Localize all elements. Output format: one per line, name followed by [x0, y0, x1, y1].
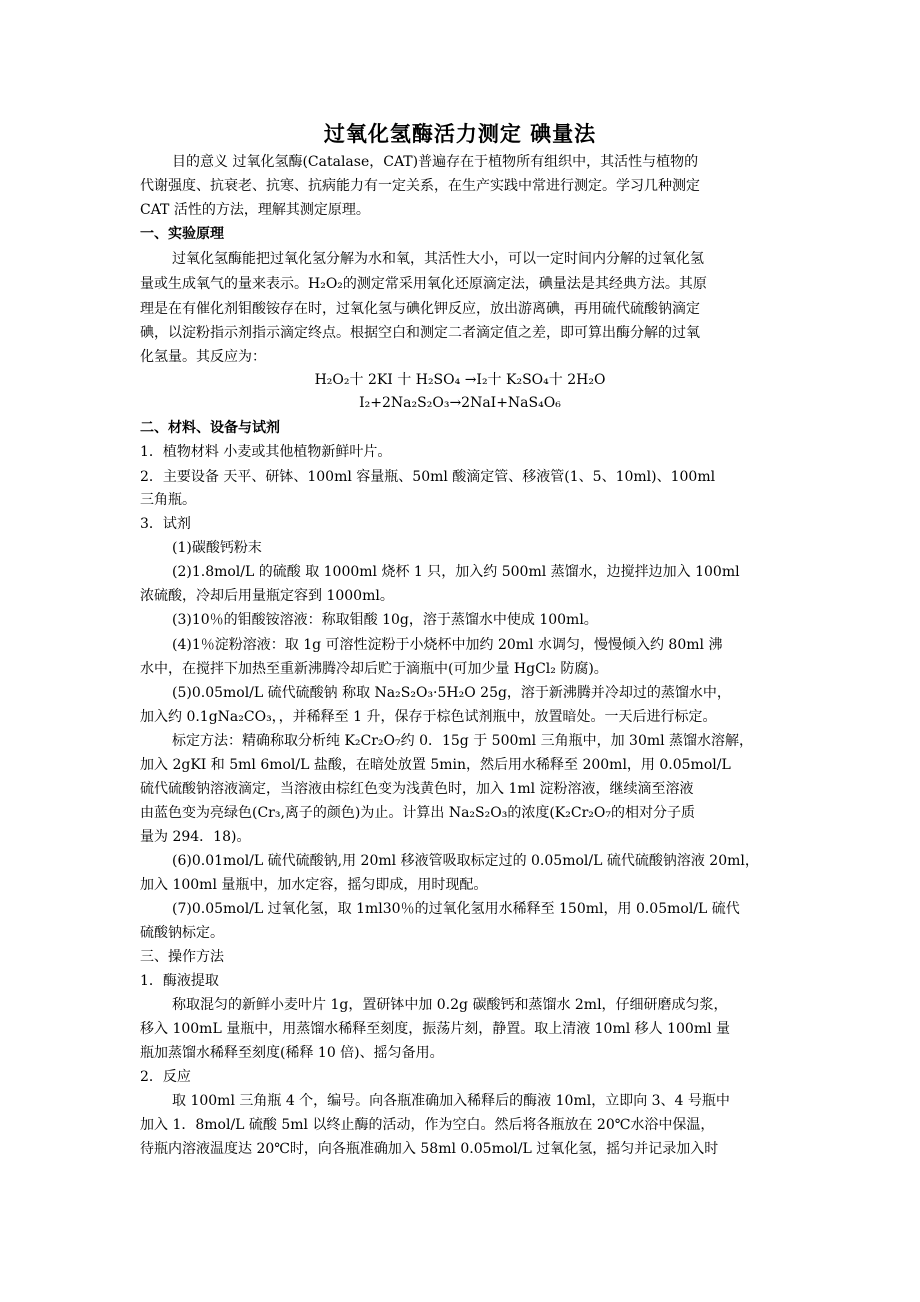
- text-line: 化氢量。其反应为：: [140, 349, 266, 365]
- text-line: 目的意义 过氧化氢酶(Catalase，CAT)普遍存在于植物所有组织中，其活性与植物的: [172, 154, 699, 170]
- text-line: (5)0.05mol/L 硫代硫酸钠 称取 Na₂S₂O₃·5H₂O 25g，溶于新沸腾并冷却过的蒸馏水中，: [172, 685, 731, 701]
- text-line: 硫酸钠标定。: [140, 925, 224, 941]
- text-line: 代谢强度、抗衰老、抗寒、抗病能力有一定关系，在生产实践中常进行测定。学习几种测定: [140, 178, 700, 194]
- text-line: 三、操作方法: [140, 949, 224, 965]
- text-line: 理是在有催化剂钼酸铵存在时，过氧化氢与碘化钾反应，放出游离碘，再用硫代硫酸钠滴定: [140, 301, 700, 317]
- section-heading: 二、材料、设备与试剂: [140, 420, 280, 436]
- text-line: 水中，在搅拌下加热至重新沸腾冷却后贮于滴瓶中(可加少量 HgCl₂ 防腐)。: [140, 661, 608, 677]
- text-line: 浓硫酸，冷却后用量瓶定容到 1000ml。: [140, 588, 394, 604]
- equation-line: I₂+2Na₂S₂O₃→2NaI+NaS₄O₆: [359, 395, 561, 411]
- text-line: (6)0.01mol/L 硫代硫酸钠,用 20ml 移液管吸取标定过的 0.05mol/L 硫代硫酸钠溶液 20ml，: [172, 853, 759, 869]
- text-line: 3．试剂: [140, 516, 191, 532]
- page-title: 过氧化氢酶活力测定 碘量法: [323, 122, 597, 146]
- text-line: 碘，以淀粉指示剂指示滴定终点。根据空白和测定二者滴定值之差，即可算出酶分解的过氧: [140, 325, 700, 341]
- text-line: 三角瓶。: [140, 492, 196, 508]
- text-line: (7)0.05mol/L 过氧化氢，取 1ml30％的过氧化氢用水稀释至 150ml，用 0.05mol/L 硫代: [172, 901, 740, 917]
- text-line: 称取混匀的新鲜小麦叶片 1g，置研钵中加 0.2g 碳酸钙和蒸馏水 2ml，仔细研磨成匀浆，: [172, 997, 728, 1013]
- text-line: 2．反应: [140, 1069, 191, 1085]
- text-line: 由蓝色变为亮绿色(Cr₃,离子的颜色)为止。计算出 Na₂S₂O₃的浓度(K₂Cr₂O₇的相对分子质: [140, 805, 695, 821]
- text-line: 2．主要设备 天平、研钵、100ml 容量瓶、50ml 酸滴定管、移液管(1、5、10ml)、100ml: [140, 469, 716, 485]
- text-line: 移入 100mL 量瓶中，用蒸馏水稀释至刻度，振荡片刻，静置。取上清液 10ml 移人 100ml 量: [140, 1021, 731, 1037]
- text-line: (3)10％的钼酸铵溶液：称取钼酸 10g，溶于蒸馏水中使成 100ml。: [172, 612, 598, 628]
- text-line: 量为 294．18)。: [140, 829, 251, 845]
- text-line: 硫代硫酸钠溶液滴定，当溶液由棕红色变为浅黄色时，加入 1ml 淀粉溶液，继续滴至溶液: [140, 781, 694, 797]
- text-line: 量或生成氧气的量来表示。H₂O₂的测定常采用氧化还原滴定法，碘量法是其经典方法。其原: [140, 276, 707, 292]
- text-line: 加入 2gKI 和 5ml 6mol/L 盐酸，在暗处放置 5min，然后用水稀释至 200ml，用 0.05mol/L: [140, 757, 731, 773]
- text-line: 1．植物材料 小麦或其他植物新鲜叶片。: [140, 444, 392, 460]
- text-line: (1)碳酸钙粉末: [172, 540, 262, 556]
- text-line: 瓶加蒸馏水稀释至刻度(稀释 10 倍)、摇匀备用。: [140, 1045, 444, 1061]
- text-line: 加入约 0.1gNa₂CO₃，，并稀释至 1 升，保存于棕色试剂瓶中，放置暗处。一天后进行标定。: [140, 709, 717, 725]
- text-line: 标定方法：精确称取分析纯 K₂Cr₂O₇约 0．15g 于 500ml 三角瓶中，加 30ml 蒸馏水溶解，: [172, 733, 754, 749]
- text-line: 取 100ml 三角瓶 4 个，编号。向各瓶准确加入稀释后的酶液 10ml，立即向 3、4 号瓶中: [172, 1093, 730, 1109]
- text-line: 待瓶内溶液温度达 20℃时，向各瓶准确加入 58ml 0.05mol/L 过氧化氢，摇匀并记录加入时: [140, 1141, 719, 1157]
- text-line: 1．酶液提取: [140, 973, 219, 989]
- text-line: (2)1.8mol/L 的硫酸 取 1000ml 烧杯 1 只，加入约 500ml 蒸馏水，边搅拌边加入 100ml: [172, 564, 740, 580]
- text-line: 加入 1．8mol/L 硫酸 5ml 以终止酶的活动，作为空白。然后将各瓶放在 20℃水浴中保温，: [140, 1117, 715, 1133]
- text-line: 加入 100ml 量瓶中，加水定容，摇匀即成，用时现配。: [140, 877, 488, 893]
- text-line: (4)1％淀粉溶液：取 1g 可溶性淀粉于小烧杯中加约 20ml 水调匀，慢慢倾入约 80ml 沸: [172, 637, 723, 653]
- text-line: CAT 活性的方法，理解其测定原理。: [140, 202, 370, 218]
- text-line: 过氧化氢酶能把过氧化氢分解为水和氧，其活性大小，可以一定时间内分解的过氧化氢: [172, 251, 704, 267]
- equation-line: H₂O₂十 2KI 十 H₂SO₄ →I₂十 K₂SO₄十 2H₂O: [314, 372, 606, 388]
- section-heading: 一、实验原理: [140, 226, 224, 242]
